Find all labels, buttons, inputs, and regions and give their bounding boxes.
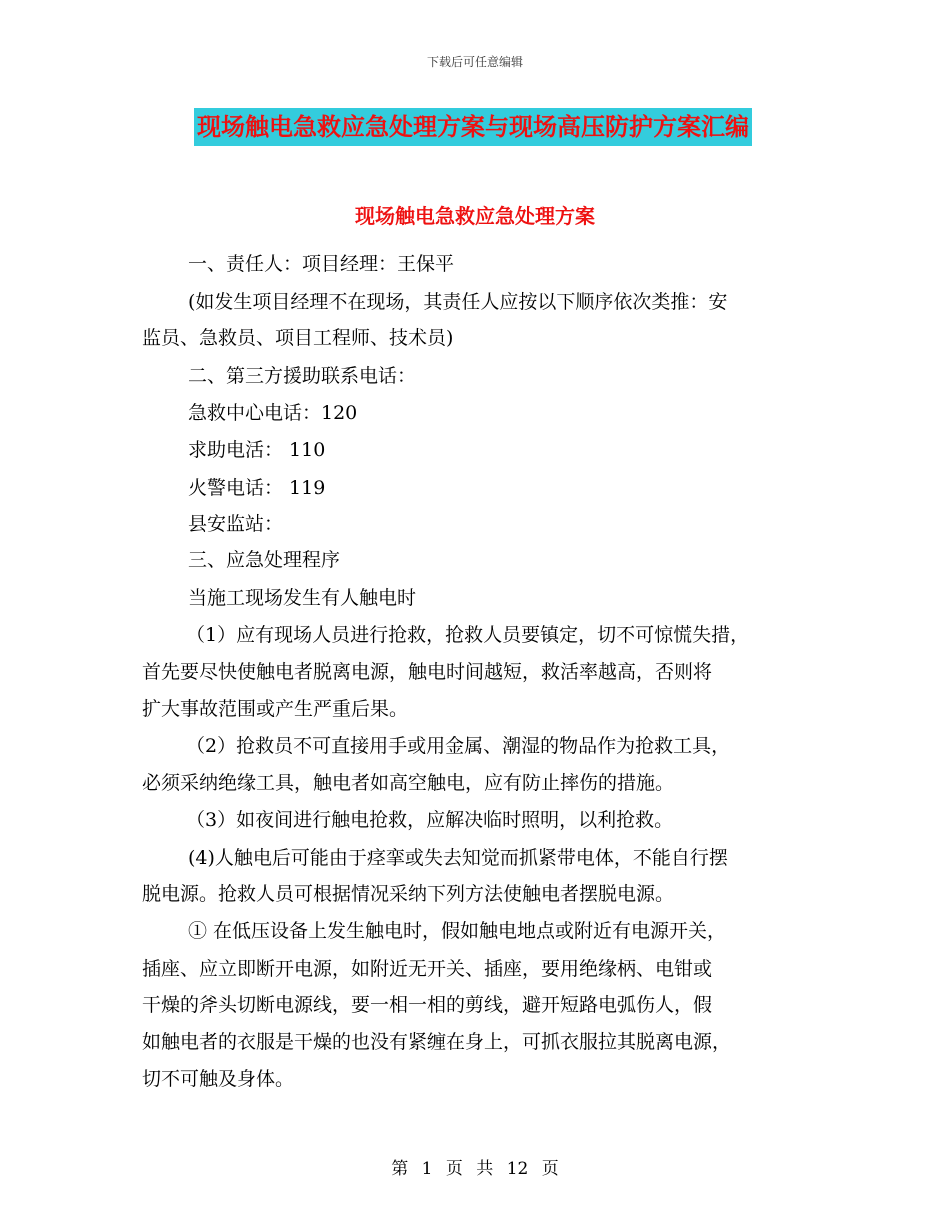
body-line: 一、责任人：项目经理：王保平 (188, 253, 455, 275)
body-line: （1）应有现场人员进行抢救，抢救人员要镇定，切不可惊慌失措， (186, 624, 750, 646)
body-line: 县安监站： (188, 513, 284, 535)
body-line: 求助电活： 110 (188, 439, 326, 461)
section-title: 现场触电急救应急处理方案 (355, 204, 595, 228)
body-line: (4)人触电后可能由于痉挛或失去知觉而抓紧带电体，不能自行摆 (188, 847, 728, 869)
body-line: 插座、应立即断开电源，如附近无开关、插座，要用绝缘柄、电钳或 (142, 958, 713, 980)
header-note: 下载后可任意编辑 (426, 55, 523, 69)
body-line: （3）如夜间进行触电抢救，应解决临时照明，以利抢救。 (186, 809, 674, 831)
body-line: 首先要尽快使触电者脱离电源，触电时间越短，救活率越高，否则将 (142, 661, 713, 683)
body-line: 扩大事故范围或产生严重后果。 (142, 698, 409, 720)
document-title: 现场触电急救应急处理方案与现场高压防护方案汇编 (194, 108, 752, 146)
body-line: 监员、急救员、项目工程师、技术员) (142, 327, 454, 349)
body-line: 二、第三方援助联系电话： (188, 365, 417, 387)
body-line: 干燥的斧头切断电源线，要一相一相的剪线，避开短路电弧伤人，假 (142, 994, 713, 1016)
body-line: (如发生项目经理不在现场，其责任人应按以下顺序依次类推：安 (188, 291, 728, 313)
body-line: 火警电话： 119 (188, 477, 326, 499)
body-line: ① 在低压设备上发生触电时，假如触电地点或附近有电源开关， (188, 920, 727, 942)
body-line: 当施工现场发生有人触电时 (188, 587, 417, 609)
body-line: 脱电源。抢救人员可根据情况采纳下列方法使触电者摆脱电源。 (142, 883, 675, 905)
body-line: 必须采纳绝缘工具，触电者如高空触电，应有防止摔伤的措施。 (142, 772, 675, 794)
body-line: 如触电者的衣服是干燥的也没有紧缠在身上，可抓衣服拉其脱离电源， (142, 1031, 732, 1053)
body-line: 切不可触及身体。 (142, 1068, 295, 1090)
body-line: 急救中心电话：120 (188, 402, 358, 424)
body-line: （2）抢救员不可直接用手或用金属、潮湿的物品作为抢救工具， (186, 735, 731, 757)
body-line: 三、应急处理程序 (188, 549, 341, 571)
page-number: 第 1 页 共 12 页 (391, 1159, 559, 1179)
